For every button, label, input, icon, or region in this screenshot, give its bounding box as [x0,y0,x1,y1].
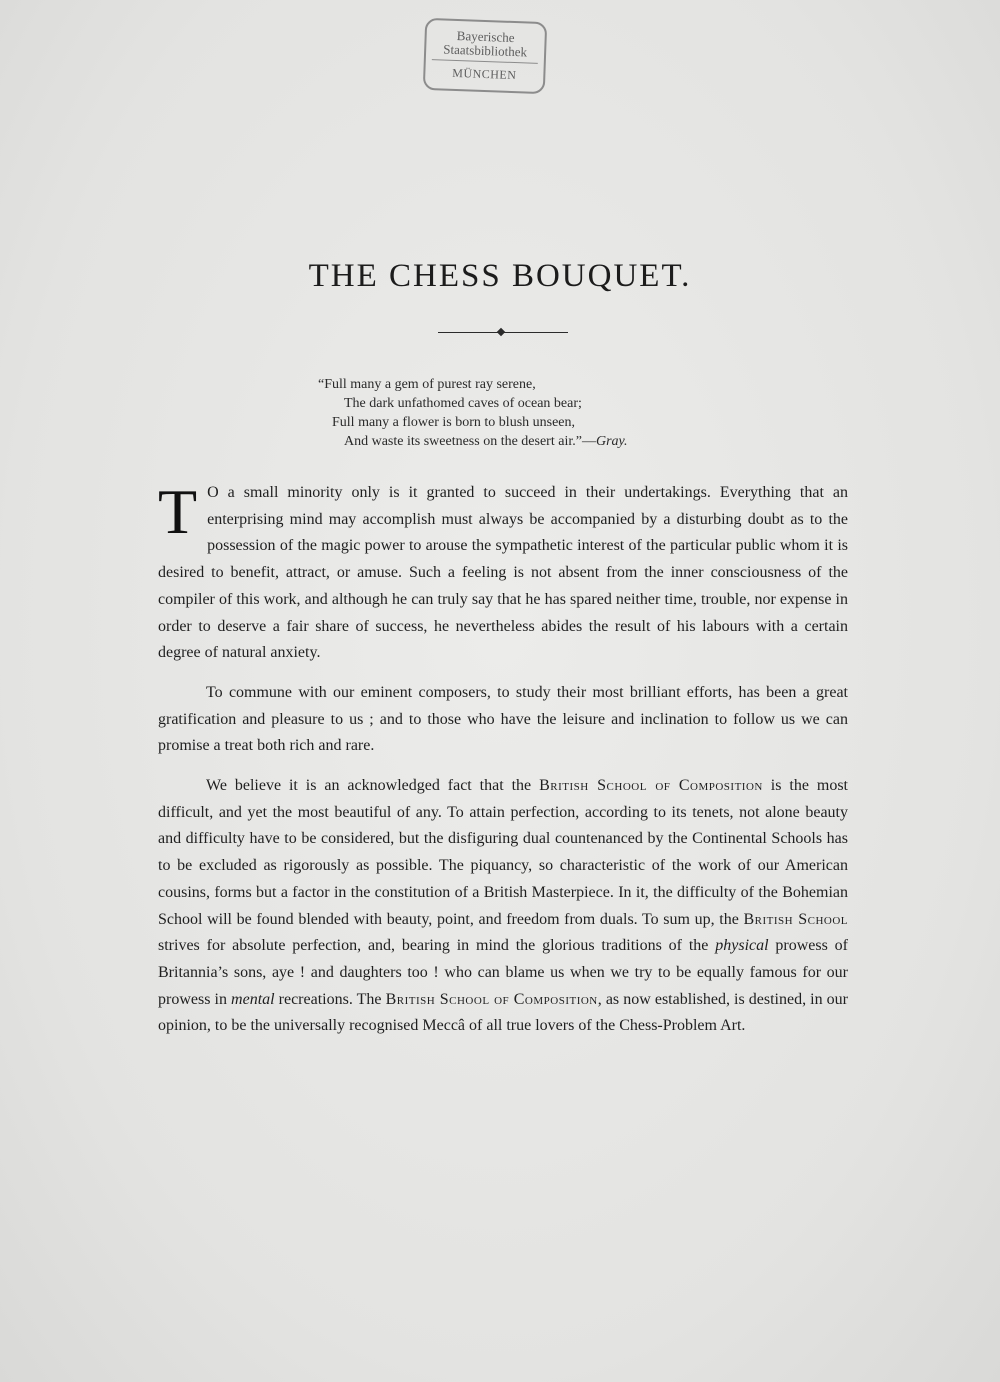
paragraph-3-part-4: prowess of Britannia’s sons, aye ! and daughters too ! who can blame us when we try to be equally famous for our prowess in [158,937,849,1008]
stamp-line-1: Bayerische [456,28,515,46]
drop-cap: T [158,476,198,547]
epigraph-line-4-text: And waste its sweetness on the desert air.”— [344,434,596,449]
british-school-of-composition-2: British School of Composition [385,990,598,1008]
paragraph-3-part-5: recreations. The [274,990,386,1008]
british-school: British School [743,910,848,928]
paragraph-3-part-1: We believe it is an acknowledged fact that the [206,777,540,795]
stamp-city: MÜNCHEN [452,65,517,83]
paragraph-3-part-2: is the most difficult, and yet the most beautiful of any. To attain perfection, according to its tenets, not alone beauty and difficulty have to be considered, but the disfiguring dual countenanced by the Continental Schools has to be excluded as rigorously as possible. The piquancy, so characteristic of the work of our American cousins, forms but a factor in the constitution of a British Masterpiece. In it, the difficulty of the Bohemian School will be found blended with beauty, point, and freedom from duals. To sum up, the [158,777,849,928]
paragraph-1-text: O a small minority only is it granted to succeed in their undertakings. Everything that an enterprising mind may accomplish must always be accompanied by a disturbing doubt as to the possession of the magic power to arouse the sympathetic interest of the particular public whom it is desired to benefit, attract, or amuse. Such a feeling is not absent from the inner consciousness of the compiler of this work, and although he can truly say that he has spared neither time, trouble, nor expense in order to deserve a fair share of success, he nevertheless abides the result of his labours with a certain degree of natural anxiety. [158,484,848,662]
physical-emphasis: physical [715,937,769,955]
paragraph-2: To commune with our eminent composers, to study their most brilliant efforts, has been a great gratification and pleasure to us ; and to those who have the leisure and inclination to follow us we can promise a treat both rich and rare. [158,683,848,755]
paragraph-1 [158,476,848,667]
epigraph-line-4 [318,432,627,451]
epigraph [318,375,627,451]
stamp-line-2: Staatsbibliothek [443,41,528,60]
paragraph-3-part-3: strives for absolute perfection, and, bearing in mind the glorious traditions of the [158,937,716,955]
body-text [158,476,849,1053]
stamp-divider [432,59,538,64]
epigraph-author: Gray. [595,434,628,449]
epigraph-line-1: “Full many a gem of purest ray serene, [318,377,536,392]
paragraph-3-part-6: , as now established, is destined, in our opinion, to be the universally recognised Meccâ of all true lovers of the Chess-Problem Art. [158,990,848,1035]
epigraph-line-3: Full many a flower is born to blush unseen, [332,415,576,430]
british-school-of-composition-1: British School of Composition [539,777,763,795]
paragraph-3 [158,773,848,1040]
library-stamp [423,18,547,94]
page-title: THE CHESS BOUQUET. [308,258,692,294]
ornamental-rule [438,329,568,337]
rule-diamond-ornament [497,328,505,336]
epigraph-line-2: The dark unfathomed caves of ocean bear; [344,396,582,411]
mental-emphasis: mental [231,990,275,1008]
